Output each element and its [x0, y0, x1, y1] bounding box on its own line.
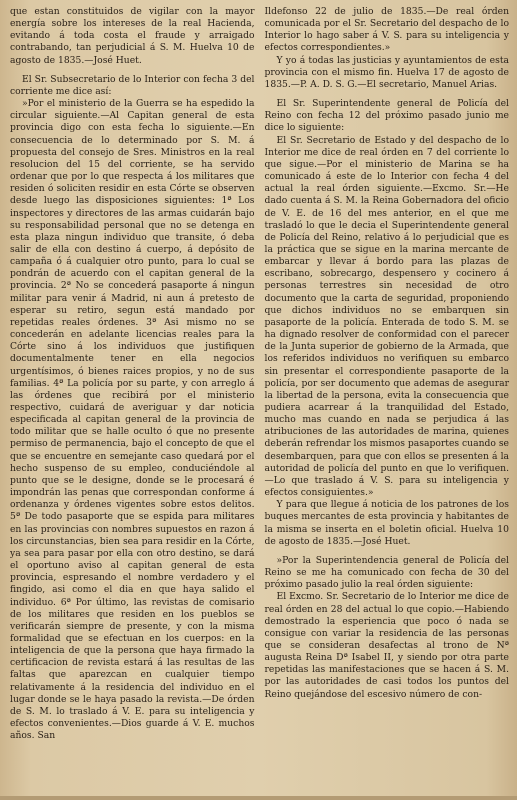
right-column-paragraph: Y yo á todas las justicias y ayuntamientos de esta provincia con el mismo fin. Huelva 17 de agosto de 1835.—P. A. D. S. G.—El secretario, Manuel Arias.	[264, 54, 509, 90]
right-column-paragraph: El Excmo. Sr. Secretario de lo Interior me dice de real órden en 28 del actual lo que copio.—Habiendo demostrado la esperiencia que poco ó nada se consigue con variar la residencia de las personas que se consideran desafectas al trono de Nª augusta Reina Dª Isabel II, y siendo por otra parte repetidas las manifestaciones que se hacen á S. M. por las autoridades de casi todos los puntos del Reino quejándose del escesivo número de con-	[264, 591, 509, 700]
right-column-paragraph: »Por la Superintendencia general de Policía del Reino se me ha comunicado con fecha de 30 del próximo pasado julio la real órden siguiente:	[264, 554, 509, 591]
left-column-paragraph: El Sr. Subsecretario de lo Interior con fecha 3 del corriente me dice así:	[10, 73, 255, 97]
left-column-paragraph: »Por el ministerio de la Guerra se ha espedido la circular siguiente.—Al Capitan general de esta provincia digo con esta fecha lo siguiente.—En consecuencia de lo determinado por S. M. á propuesta del consejo de Sres. Ministros en la real resolucion del 15 del corriente, se ha servido ordenar que por lo que respecta á los militares que residen ó soliciten residir en esta Córte se observen desde luego las disposiciones siguientes: 1ª Los inspectores y directores de las armas cuidarán bajo su responsabilidad personal que no se detenga en esta plaza ningun individuo que transite, ó deba salir de ella con destino á cuerpo, á depósito de campaña ó á cualquier otro punto, para lo cual se pondrán de acuerdo con el capitan general de la provincia. 2ª No se concederá pasaporte á ningun militar para venir á Madrid, ni aun á pretesto de esperar su retiro, segun está mandado por repetidas reales órdenes. 3ª Asi mismo no se concederán en adelante licencias reales para la Córte sino á los individuos que justifiquen documentalmente tener en ella negocios urgentísimos, ó bienes raices propios, y no de sus familias. 4ª La policía por su parte, y con arreglo á las órdenes que recibirá por el ministerio respectivo, cuidará de averiguar y dar noticia especificada al capitan general de la provincia de todo militar que se halle oculto ó que no presente permiso de permanencia, bajo el concepto de que el que se encuentre en semejante caso quedará por el hecho suspenso de su empleo, conduciéndole al punto que se le designe, donde se le procesará é impondrán las penas que correspondan conforme á ordenanza y órdenes vigentes sobre estos delitos. 5ª De todo pasaporte que se espida para militares en las provincias con nombres supuestos en razon á los circunstancias, bien sea para residir en la Córte, ya sea para pasar por ella con otro destino, se dará el oportuno aviso al capitan general de esta provincia, espresando el nombre verdadero y el fingido, asi como el dia en que haya salido el individuo. 6ª Por último, las revistas de comisario de los militares que residen en los pueblos se verificarán siempre de presente, y con la misma formalidad que se efectuan en los cuerpos: en la inteligencia de que la persona que haya firmado la certificacion de revista estará á las resultas de las faltas que aparezcan en cualquier tiempo relativamente á la residencia del individuo en el lugar donde se le haya pasado la revista.—De órden de S. M. lo traslado á V. E. para su inteligencia y efectos convenientes.—Dios guarde á V. E. muchos años. San	[10, 98, 255, 742]
right-column-paragraph: El Sr. Superintendente general de Policía del Reino con fecha 12 del próximo pasado junio me dice lo siguiente:	[264, 98, 509, 134]
right-column-paragraph: Ildefonso 22 de julio de 1835.—De real órden comunicada por el Sr. Secretario del despacho de lo Interior lo hago saber á V. S. para su inteligencia y efectos correspondientes.»	[264, 6, 509, 54]
right-column-paragraph: El Sr. Secretario de Estado y del despacho de lo Interior me dice de real órden en 7 del corriente lo que sigue.—Por el ministerio de Marina se ha comunicado á este de lo Interior con fecha 4 del actual la real órden siguiente.—Excmo. Sr.—He dado cuenta á S. M. la Reina Gobernadora del oficio de V. E. de 16 del mes anterior, en el que me trasladó lo que le decia el Superintendente general de Policía del Reino, relativo á lo perjudicial que es la práctica que se sigue en la marina mercante de embarcar y llevar á bordo para las plazas de escribano, sobrecargo, despensero y cocinero á personas terrestres sin necesidad de otro documento que la carta de seguridad, proponiendo que dichos individuos no se embarquen sin pasaporte de la policía. Enterada de todo S. M. se ha dignado resolver de conformidad con el parecer de la Junta superior de gobierno de la Armada, que los referidos individuos no verifiquen su embarco sin presentar el correspondiente pasaporte de la policía, por ser documento que ademas de asegurar la libertad de la persona, evita la consecuencia que pudiera acarrear á la tranquilidad del Estado, mucho mas cuando en nada se perjudica á las atribuciones de las autoridades de marina, quienes deberán refrendar los mismos pasaportes cuando se desembarquen, para que con ellos se presenten á la autoridad de policía del punto en que lo verifiquen.—Lo que traslado á V. S. para su inteligencia y efectos consiguientes.»	[264, 134, 509, 499]
page-bottom-edge	[0, 796, 517, 800]
right-column	[265, 6, 510, 796]
left-column-paragraph: que estan constituidos de vigilar con la mayor energía sobre los intereses de la real Hacienda, evitando á toda costa el fraude y arraigado contrabando, tan perjudicial á S. M. Huelva 10 de agosto de 1835.—José Huet.	[10, 6, 255, 66]
left-column	[10, 6, 255, 796]
right-column-paragraph: Y para que llegue á noticia de los patrones de los buques mercantes de esta provincia y habitantes de la misma se inserta en el boletin oficial. Huelva 10 de agosto de 1835.—José Huet.	[264, 499, 509, 547]
